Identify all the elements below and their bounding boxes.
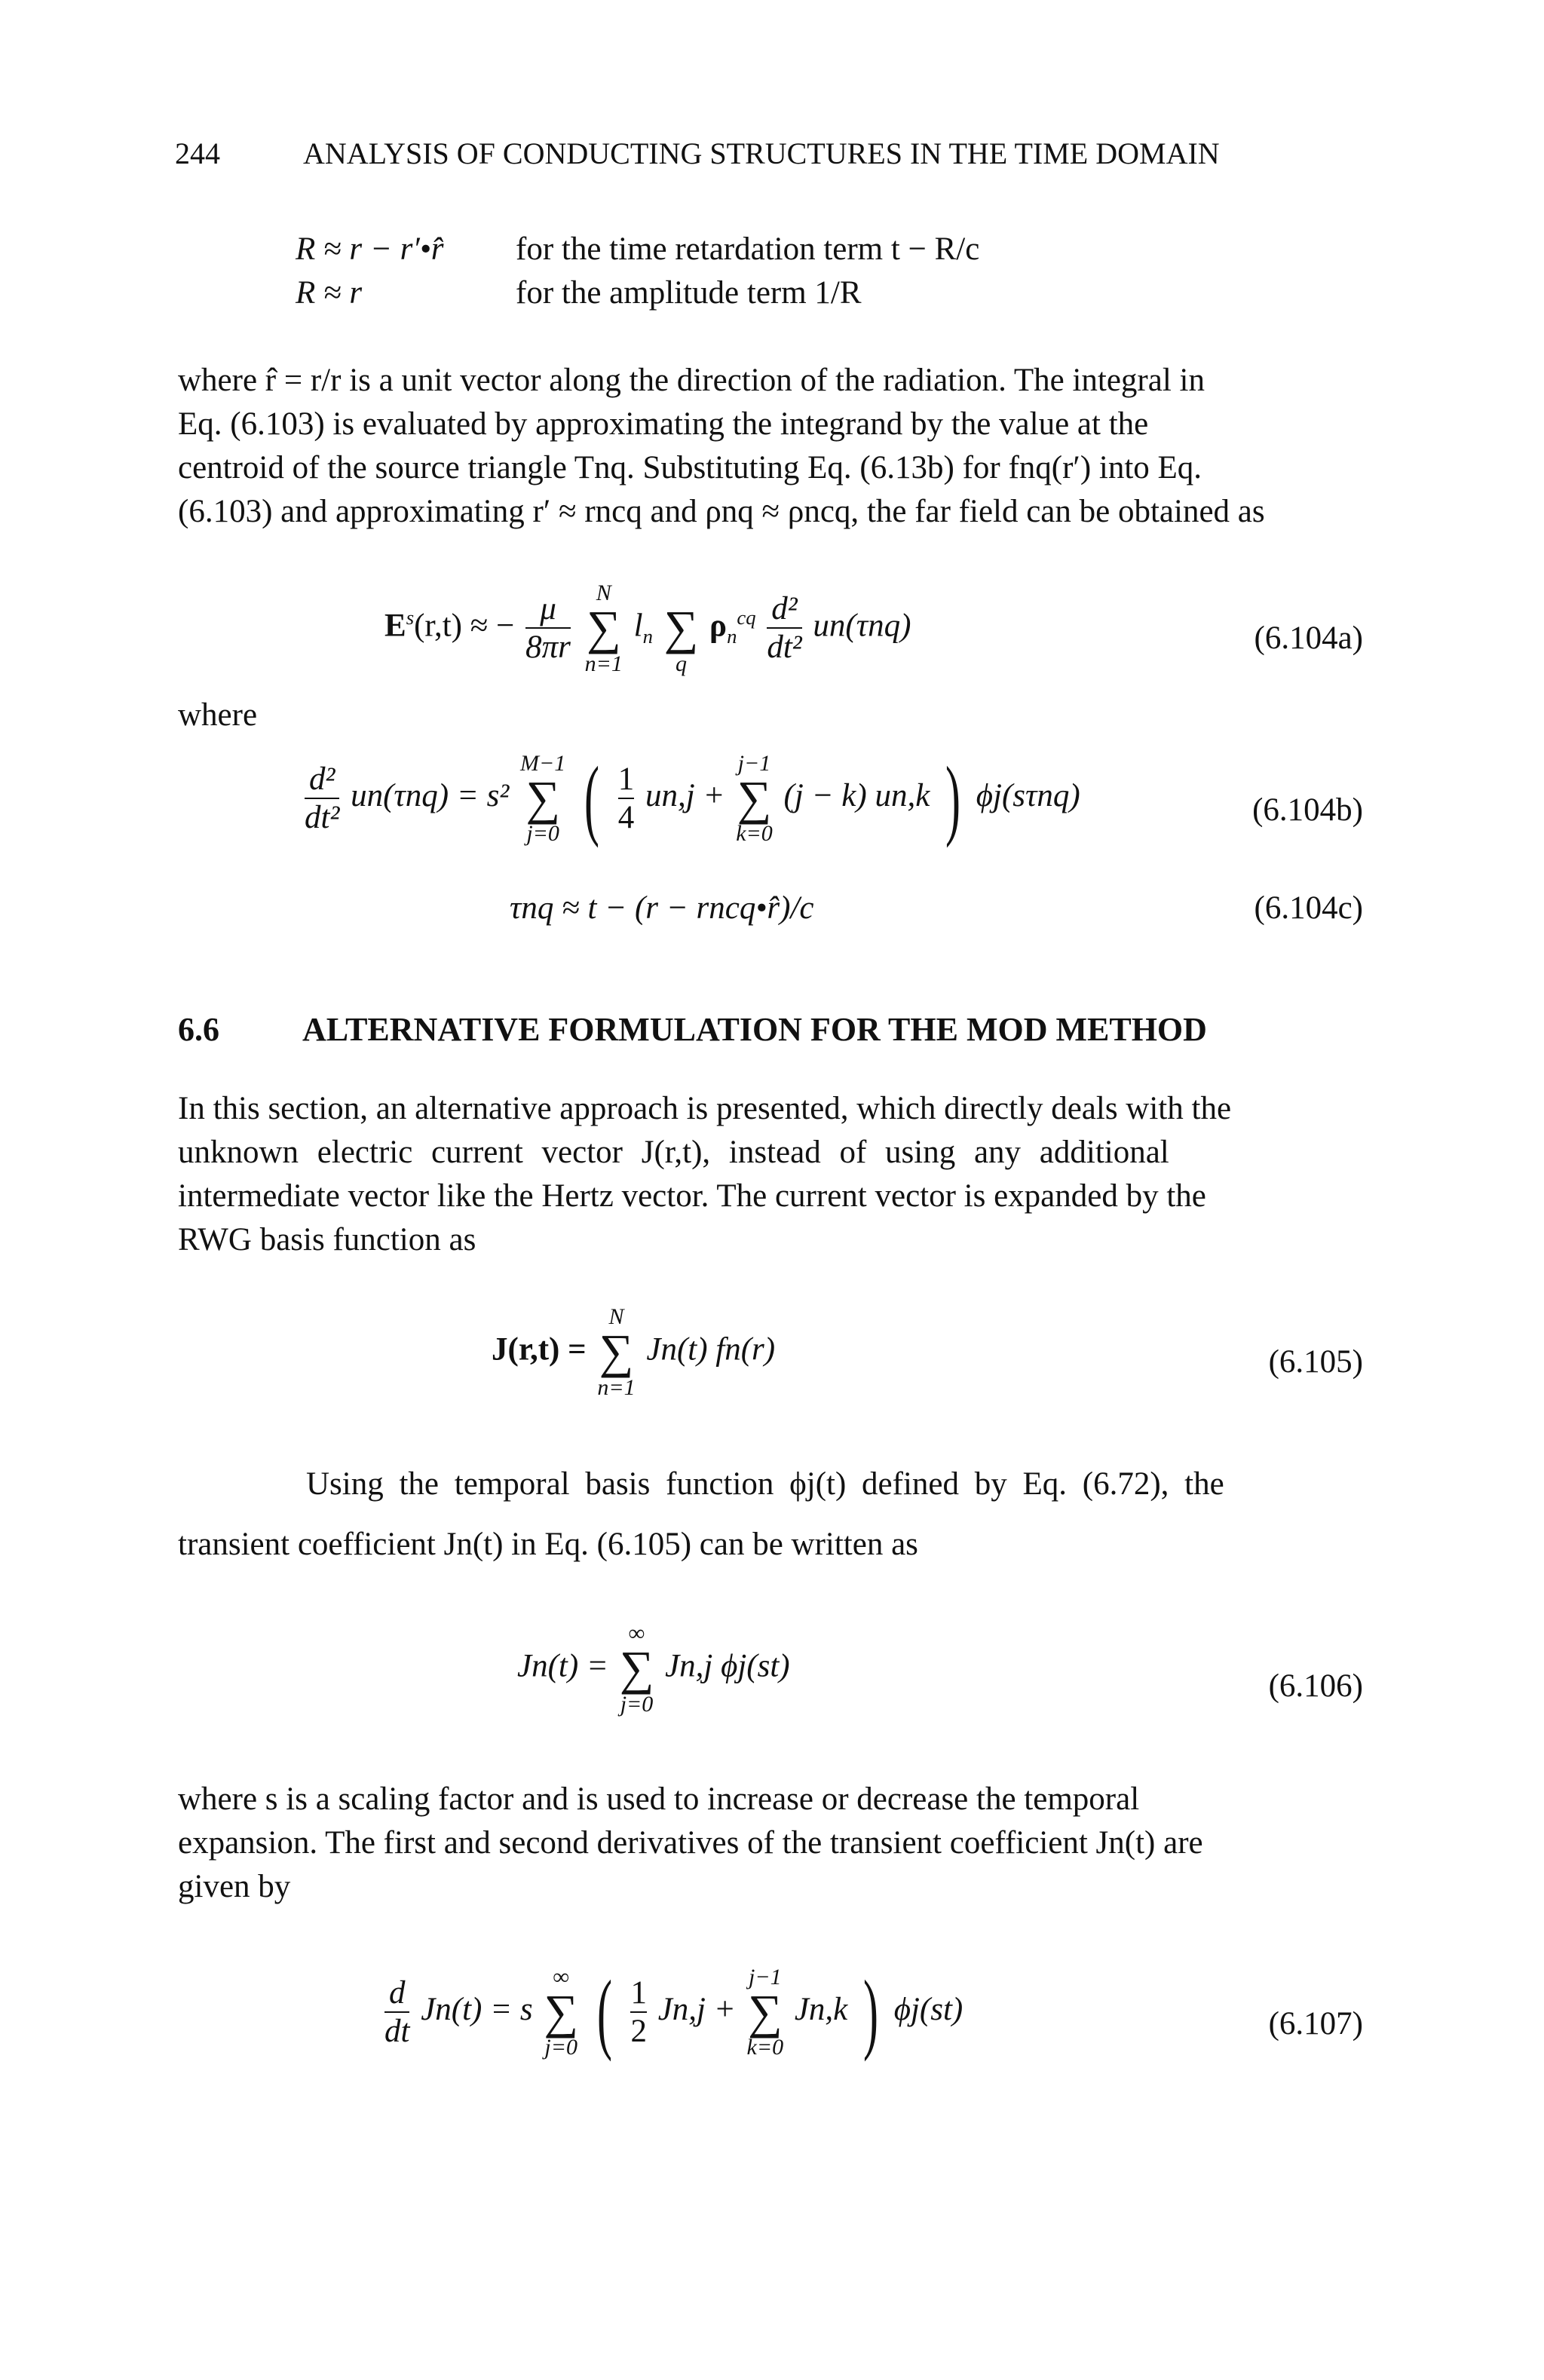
section-title: ALTERNATIVE FORMULATION FOR THE MOD METHOD (302, 1011, 1207, 1048)
para2-line1: In this section, an alternative approach is presented, which directly deals with the (178, 1091, 1232, 1126)
para3-line2: transient coefficient Jn(t) in Eq. (6.105) can be written as (178, 1527, 918, 1562)
eq105-sum-lower: n=1 (597, 1374, 636, 1400)
eq105-sum-upper: N (608, 1304, 624, 1329)
para4-line2: expansion. The first and second derivatives of the transient coefficient Jn(t) are (178, 1825, 1203, 1861)
eq107-lhs-frac (384, 1974, 409, 2051)
eq104b-sum2-lower: k=0 (736, 821, 773, 847)
eq104a-term-l: l (633, 608, 643, 644)
eq106-lhs: Jn(t) = (517, 1648, 608, 1684)
eq104a-sum-lower: n=1 (584, 651, 623, 676)
eq106-rhs: Jn,j ϕj(st) (665, 1648, 790, 1684)
eq105-lhs: J(r,t) = (492, 1331, 587, 1368)
eq107-number: (6.107) (1268, 2006, 1363, 2042)
para1-line3: centroid of the source triangle Tnq. Substituting Eq. (6.13b) for fnq(r′) into Eq. (178, 450, 1202, 485)
eq107-lhs-num: d (388, 1974, 406, 2011)
eq107-sum-lower: j=0 (544, 2035, 577, 2060)
page-number: 244 (175, 136, 220, 170)
para1-line1: where r̂ = r/r is a unit vector along the direction of the radiation. The integral in (178, 363, 1205, 398)
eq104a-lhs: E (384, 608, 406, 644)
eq104a-frac-num: μ (540, 590, 556, 626)
eq104b-sum2-upper: j−1 (737, 750, 771, 776)
eq107-frac-den: 2 (630, 2011, 647, 2050)
eq107-sum: ∞ ∑ j=0 (544, 1964, 578, 2060)
eq107-sum2-upper: j−1 (749, 1964, 782, 1989)
eq104b-tail: ϕj(sτnq) (976, 777, 1080, 813)
para2-line4: RWG basis function as (178, 1222, 476, 1257)
eq106-sum-lower: j=0 (620, 1691, 654, 1717)
eq104a-d-num: d² (771, 590, 798, 626)
approx-expr-1: R ≈ r − r′•r̂ (296, 231, 444, 267)
eq104a-frac-den: 8πr (525, 627, 571, 666)
equation-6-104b: $\frac{\text{d²}}{\text{dt²}}$ un(τnq) = s² M−1 ∑ j=0 ( $\frac{1}{4}$ un,j + j−1 ∑ k=0 (j − k) un,k ) ϕj(sτnq) (305, 748, 1080, 848)
para4-line3: given by (178, 1869, 291, 1904)
eq107-term2: Jn,k (794, 1991, 848, 2027)
section-heading (178, 1010, 1207, 1049)
eq105-rhs: Jn(t) fn(r) (646, 1331, 776, 1368)
eq104a-deriv (767, 590, 801, 666)
eq104b-frac-num: 1 (617, 761, 635, 797)
eq104a-rho-sup: cq (737, 605, 756, 629)
section-number: 6.6 (178, 1011, 219, 1048)
equation-6-107: $\frac{d}{dt}$ Jn(t) = s ∞ ∑ j=0 ( $\frac{1}{2}$ Jn,j + j−1 ∑ k=0 Jn,k ) ϕj(st) (384, 1962, 963, 2062)
eq104a-d-den: dt² (767, 627, 801, 666)
approx-desc-1: for the time retardation term t − R/c (516, 231, 980, 267)
eq104b-lhs-rest: un(τnq) = s² (351, 777, 510, 813)
eq104b-term1: un,j + (645, 777, 725, 813)
para4-line1: where s is a scaling factor and is used to increase or decrease the temporal (178, 1781, 1140, 1817)
eq104b-lhs-den: dt² (305, 798, 339, 836)
eq104b-sum-upper: M−1 (520, 750, 566, 776)
eq107-tail: ϕj(st) (893, 1991, 963, 2027)
para1-line2: Eq. (6.103) is evaluated by approximating the integrand by the value at the (178, 406, 1149, 442)
para1-line4: (6.103) and approximating r′ ≈ rncq and ρnq ≈ ρncq, the far field can be obtained as (178, 494, 1265, 529)
eq104b-lhs-num: d² (308, 761, 335, 797)
para2-line3: intermediate vector like the Hertz vector. The current vector is expanded by the (178, 1178, 1206, 1214)
eq107-sum-upper: ∞ (553, 1964, 569, 1989)
eq104a-sum2-lower: q (675, 651, 687, 676)
eq104b-number: (6.104b) (1252, 792, 1363, 828)
eq104a-tail: un(τnq) (813, 608, 911, 644)
eq107-sum2: j−1 ∑ k=0 (746, 1964, 784, 2060)
approx-expr-2: R ≈ r (296, 275, 363, 311)
eq104b-frac (618, 761, 635, 837)
eq104b-sum-lower: j=0 (526, 821, 559, 847)
eq107-frac (630, 1974, 647, 2051)
eq107-lhs-rest: Jn(t) = s (421, 1991, 533, 2027)
eq106-number: (6.106) (1268, 1668, 1363, 1704)
eq107-term1: Jn,j + (657, 1991, 736, 2027)
eq104a-term-l-sub: n (642, 624, 653, 648)
running-head (175, 136, 1220, 171)
where-label: where (178, 697, 258, 733)
eq104a-rho: ρ (709, 608, 728, 644)
eq106-sum-upper: ∞ (628, 1621, 645, 1646)
para2-line2: unknown electric current vector J(r,t), instead of using any additional (178, 1135, 1169, 1170)
eq104a-number: (6.104a) (1254, 620, 1363, 656)
eq104a-frac (525, 590, 571, 666)
eq107-lhs-den: dt (384, 2011, 409, 2050)
eq104a-lhs-args: (r,t) ≈ − (414, 608, 515, 644)
eq104a-sum-upper: N (596, 580, 611, 605)
eq105-number: (6.105) (1268, 1344, 1363, 1380)
equation-6-104c: τnq ≈ t − (r − rncq•r̂)/c (510, 890, 814, 926)
equation-6-105 (492, 1304, 775, 1400)
approx-desc-2: for the amplitude term 1/R (516, 275, 862, 311)
equation-6-104a (384, 580, 911, 676)
eq104b-term2: (j − k) un,k (783, 777, 930, 813)
para3-line1: Using the temporal basis function ϕj(t) defined by Eq. (6.72), the (306, 1466, 1224, 1502)
eq107-frac-num: 1 (630, 1974, 647, 2011)
eq104a-sum: N ∑ n=1 (584, 580, 623, 676)
eq104b-sum: M−1 ∑ j=0 (520, 750, 566, 847)
eq104a-rho-sub: n (727, 624, 737, 648)
eq104b-lhs-frac (305, 761, 339, 837)
eq104c-number: (6.104c) (1254, 890, 1363, 926)
eq104b-frac-den: 4 (618, 798, 635, 836)
eq104a-lhs-sup: s (406, 605, 415, 629)
eq104b-sum2: j−1 ∑ k=0 (736, 750, 773, 847)
equation-6-106 (517, 1621, 790, 1717)
eq107-sum2-lower: k=0 (746, 2035, 784, 2060)
eq105-sum: N ∑ n=1 (597, 1304, 636, 1400)
eq104a-sum2: ∑ q (663, 601, 699, 676)
eq106-sum: ∞ ∑ j=0 (619, 1621, 654, 1717)
running-head-title: ANALYSIS OF CONDUCTING STRUCTURES IN THE TIME DOMAIN (303, 136, 1220, 170)
